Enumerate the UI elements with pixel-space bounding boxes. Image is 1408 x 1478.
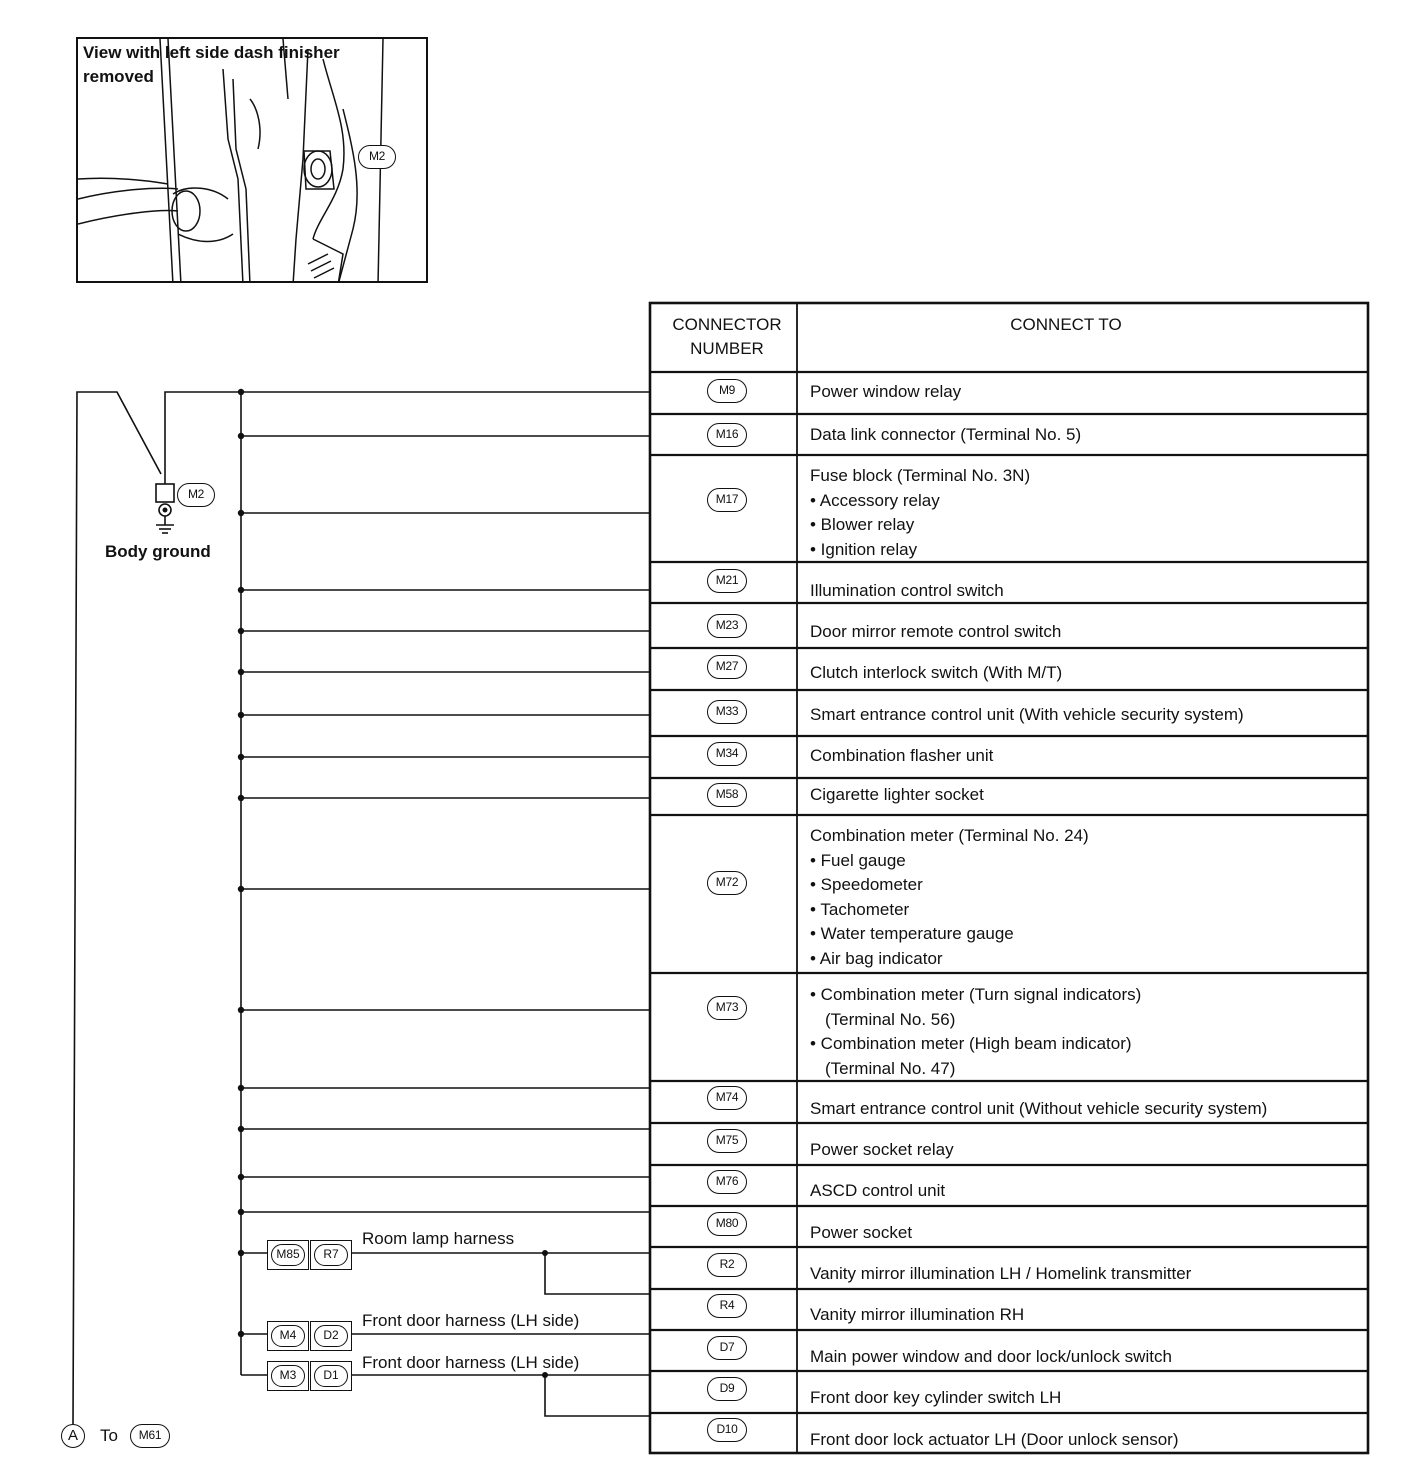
connector-r2: R2: [707, 1253, 747, 1277]
reference-to-label: To: [100, 1426, 118, 1445]
connector-m34: M34: [707, 742, 747, 766]
ground-connector-m2: M2: [177, 483, 215, 507]
splice-dot: [238, 433, 244, 439]
splice-dot: [238, 587, 244, 593]
body-ground-label: Body ground: [105, 542, 211, 561]
connect-to-m21: [810, 579, 1365, 604]
connect-to-line: Smart entrance control unit (With vehicle security system): [810, 705, 1244, 724]
splice-dot: [238, 389, 244, 395]
connect-to-r4: [810, 1303, 1365, 1328]
connect-to-line: Power window relay: [810, 382, 962, 401]
connector-m58: M58: [707, 783, 747, 807]
splice-dot: [238, 1085, 244, 1091]
splice-dot: [238, 886, 244, 892]
connect-to-m74: [810, 1097, 1365, 1122]
connect-to-line: • Fuel gauge: [810, 850, 906, 870]
connector-r4: R4: [707, 1294, 747, 1318]
connector-m72: M72: [707, 871, 747, 895]
connector-m73: M73: [707, 996, 747, 1020]
inset-caption: View with left side dash finisher removed: [83, 43, 340, 86]
connect-to-line: • Water temperature gauge: [810, 924, 1014, 943]
connector-d9: D9: [707, 1377, 747, 1401]
splice-dot: [238, 712, 244, 718]
harness-connector-d1: D1: [310, 1361, 352, 1391]
connector-m21: M21: [707, 569, 747, 593]
splice-dot: [238, 754, 244, 760]
connect-to-line: Data link connector (Terminal No. 5): [810, 425, 1082, 444]
connect-to-m80: [810, 1221, 1365, 1246]
splice-dot: [238, 510, 244, 516]
connect-to-m58: [810, 783, 1365, 808]
connect-to-line: Vanity mirror illumination RH: [810, 1305, 1025, 1324]
connect-to-line: Power socket relay: [810, 1140, 954, 1159]
connector-m80: M80: [707, 1212, 747, 1236]
ground-connector-box: [156, 484, 174, 502]
connect-to-line: • Tachometer: [810, 899, 910, 919]
connect-to-line: Combination flasher unit: [810, 746, 994, 765]
connector-m17: M17: [707, 488, 747, 512]
connect-to-m33: [810, 703, 1365, 728]
splice-dot: [238, 1209, 244, 1215]
connect-to-m73: [810, 983, 1365, 1081]
connect-to-line: (Terminal No. 47): [825, 1058, 956, 1078]
connect-to-line: • Ignition relay: [810, 539, 918, 559]
connect-to-m75: [810, 1138, 1365, 1163]
inset-view: [76, 37, 428, 283]
connect-to-line: Smart entrance control unit (Without vehicle security system): [810, 1099, 1268, 1118]
splice-dot: [238, 1007, 244, 1013]
connect-to-line: (Terminal No. 56): [825, 1009, 956, 1029]
connector-m76: M76: [707, 1170, 747, 1194]
connector-m75: M75: [707, 1129, 747, 1153]
header-connector-number: CONNECTOR NUMBER: [672, 315, 782, 358]
harness-junction-front-door-1: [267, 1321, 352, 1351]
harness-label-room-lamp: Room lamp harness: [362, 1229, 515, 1248]
connect-to-m23: [810, 620, 1365, 645]
wire-d10: [545, 1375, 650, 1416]
reference-marker-a: A: [61, 1424, 85, 1448]
splice-dot: [238, 1331, 244, 1337]
connector-m27: M27: [707, 655, 747, 679]
connector-m16: M16: [707, 423, 747, 447]
connect-to-line: Front door lock actuator LH (Door unlock sensor): [810, 1430, 1179, 1449]
connect-to-m72: [810, 824, 1365, 971]
connect-to-m9: [810, 380, 1365, 405]
ground-wire: [165, 392, 241, 484]
header-connect-to: CONNECT TO: [1010, 315, 1122, 334]
wire-r4: [545, 1253, 650, 1294]
harness-connector-r7: R7: [310, 1240, 352, 1270]
splice-dot: [238, 795, 244, 801]
inset-connector-m2: M2: [358, 145, 396, 169]
harness-connector-m85: M85: [267, 1240, 309, 1270]
harness-junction-room-lamp: [267, 1240, 352, 1270]
connect-to-line: Power socket: [810, 1223, 913, 1242]
connect-to-m16: [810, 423, 1365, 448]
connect-to-line: Door mirror remote control switch: [810, 622, 1062, 641]
connect-to-line: Vanity mirror illumination LH / Homelink transmitter: [810, 1264, 1192, 1283]
connect-to-line: Illumination control switch: [810, 581, 1004, 600]
connect-to-m27: [810, 661, 1365, 686]
ground-terminal-dot: [163, 508, 168, 513]
splice-dot: [238, 1174, 244, 1180]
connect-to-line: • Combination meter (Turn signal indicators): [810, 985, 1142, 1004]
connect-to-r2: [810, 1262, 1365, 1287]
connect-to-line: Cigarette lighter socket: [810, 785, 984, 804]
connect-to-line: • Blower relay: [810, 515, 915, 534]
connect-to-line: Main power window and door lock/unlock switch: [810, 1347, 1172, 1366]
harness-label-front-door-2: Front door harness (LH side): [362, 1353, 580, 1372]
connector-m33: M33: [707, 700, 747, 724]
harness-connector-d2: D2: [310, 1321, 352, 1351]
connector-d7: D7: [707, 1336, 747, 1360]
harness-junction-front-door-2: [267, 1361, 352, 1391]
connect-to-d9: [810, 1386, 1365, 1411]
splice-dot: [238, 1250, 244, 1256]
connect-to-line: Front door key cylinder switch LH: [810, 1388, 1062, 1407]
connect-to-line: Fuse block (Terminal No. 3N): [810, 466, 1031, 485]
harness-connector-m4: M4: [267, 1321, 309, 1351]
connect-to-line: • Accessory relay: [810, 490, 940, 510]
connect-to-line: • Combination meter (High beam indicator): [810, 1034, 1132, 1053]
connect-to-line: ASCD control unit: [810, 1181, 946, 1200]
connect-to-m34: [810, 744, 1365, 769]
splice-dot: [238, 1126, 244, 1132]
connect-to-m17: [810, 464, 1365, 562]
connect-to-line: • Air bag indicator: [810, 948, 943, 968]
splice-dot: [238, 669, 244, 675]
harness-label-front-door-1: Front door harness (LH side): [362, 1311, 580, 1330]
harness-connector-m3: M3: [267, 1361, 309, 1391]
splice-dot: [238, 628, 244, 634]
connect-to-line: Clutch interlock switch (With M/T): [810, 663, 1063, 682]
connect-to-d10: [810, 1428, 1365, 1453]
connector-m74: M74: [707, 1086, 747, 1110]
connect-to-line: • Speedometer: [810, 875, 923, 894]
connector-m23: M23: [707, 614, 747, 638]
connect-to-line: Combination meter (Terminal No. 24): [810, 826, 1089, 845]
connect-to-m76: [810, 1179, 1365, 1204]
connector-m9: M9: [707, 379, 747, 403]
connect-to-d7: [810, 1345, 1365, 1370]
reference-connector-m61: M61: [130, 1424, 170, 1448]
connector-d10: D10: [707, 1418, 747, 1442]
